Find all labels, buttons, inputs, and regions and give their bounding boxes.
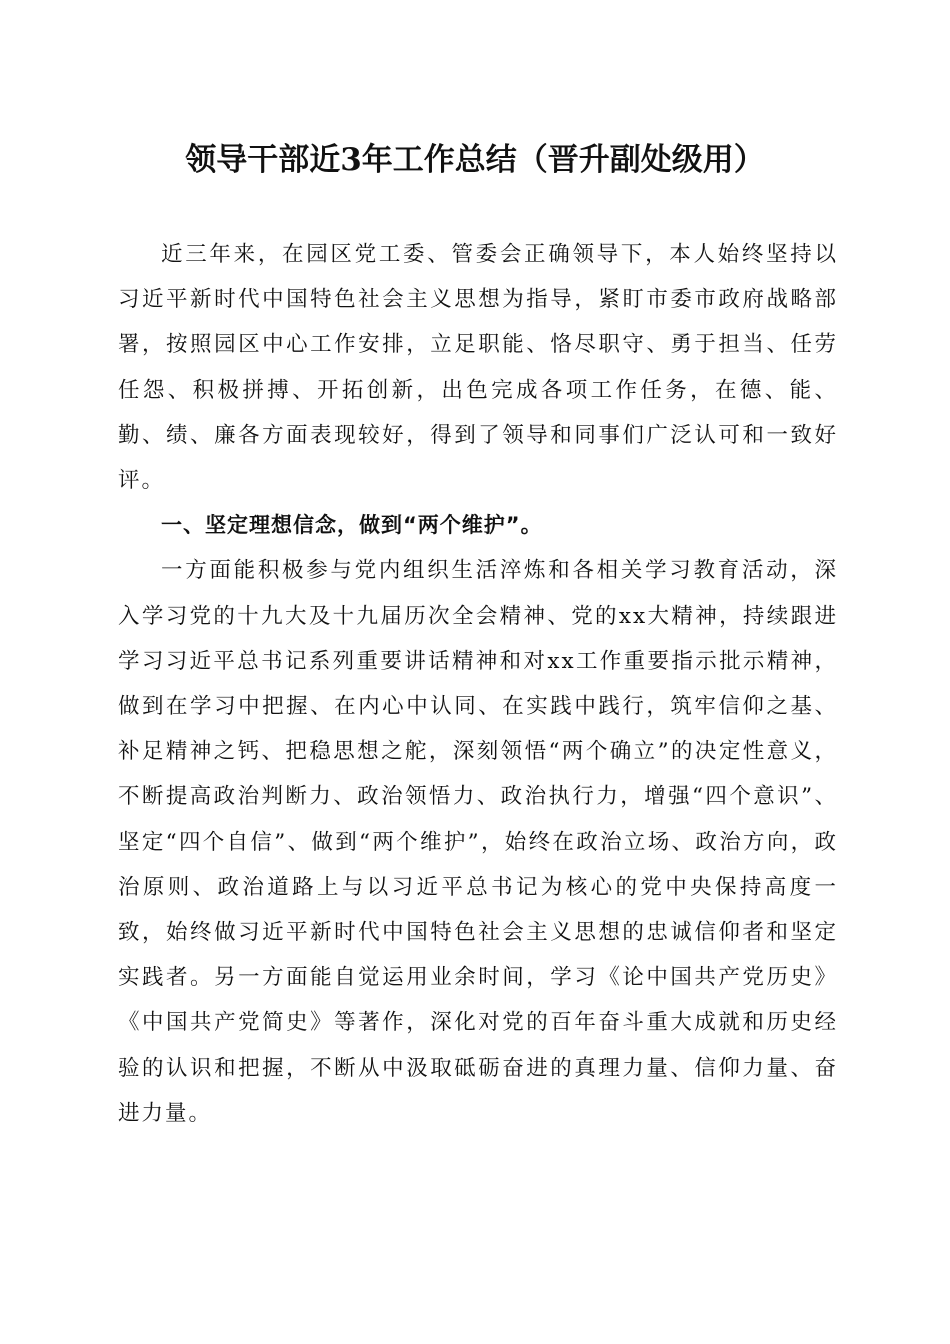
section-heading: 一、坚定理想信念，做到“两个维护”。 xyxy=(161,513,543,538)
document-body xyxy=(118,232,838,1136)
intro-paragraph: 近三年来，在园区党工委、管委会正确领导下，本人始终坚持以习近平新时代中国特色社会主义思想为指导，紧盯市委市政府战略部署，按照园区中心工作安排，立足职能、恪尽职守、勇于担当、任劳任怨、积极拼搏、开拓创新，出色完成各项工作任务，在德、能、勤、绩、廉各方面表现较好，得到了领导和同事们广泛认可和一致好评。 xyxy=(118,242,838,494)
section-paragraph: 一方面能积极参与党内组织生活淬炼和各相关学习教育活动，深入学习党的十九大及十九届历次全会精神、党的xx大精神，持续跟进学习习近平总书记系列重要讲话精神和对xx工作重要指示批示精神，做到在学习中把握、在内心中认同、在实践中践行，筑牢信仰之基、补足精神之钙、把稳思想之舵，深刻领悟“两个确立”的决定性意义，不断提高政治判断力、政治领悟力、政治执行力，增强“四个意识”、坚定“四个自信”、做到“两个维护”，始终在政治立场、政治方向，政治原则、政治道路上与以习近平总书记为核心的党中央保持高度一致，始终做习近平新时代中国特色社会主义思想的忠诚信仰者和坚定实践者。另一方面能自觉运用业余时间，学习《论中国共产党历史》《中国共产党简史》等著作，深化对党的百年奋斗重大成就和历史经验的认识和把握，不断从中汲取砥砺奋进的真理力量、信仰力量、奋进力量。 xyxy=(118,558,838,1126)
document-title: 领导干部近3年工作总结（晋升副处级用） xyxy=(185,142,765,178)
